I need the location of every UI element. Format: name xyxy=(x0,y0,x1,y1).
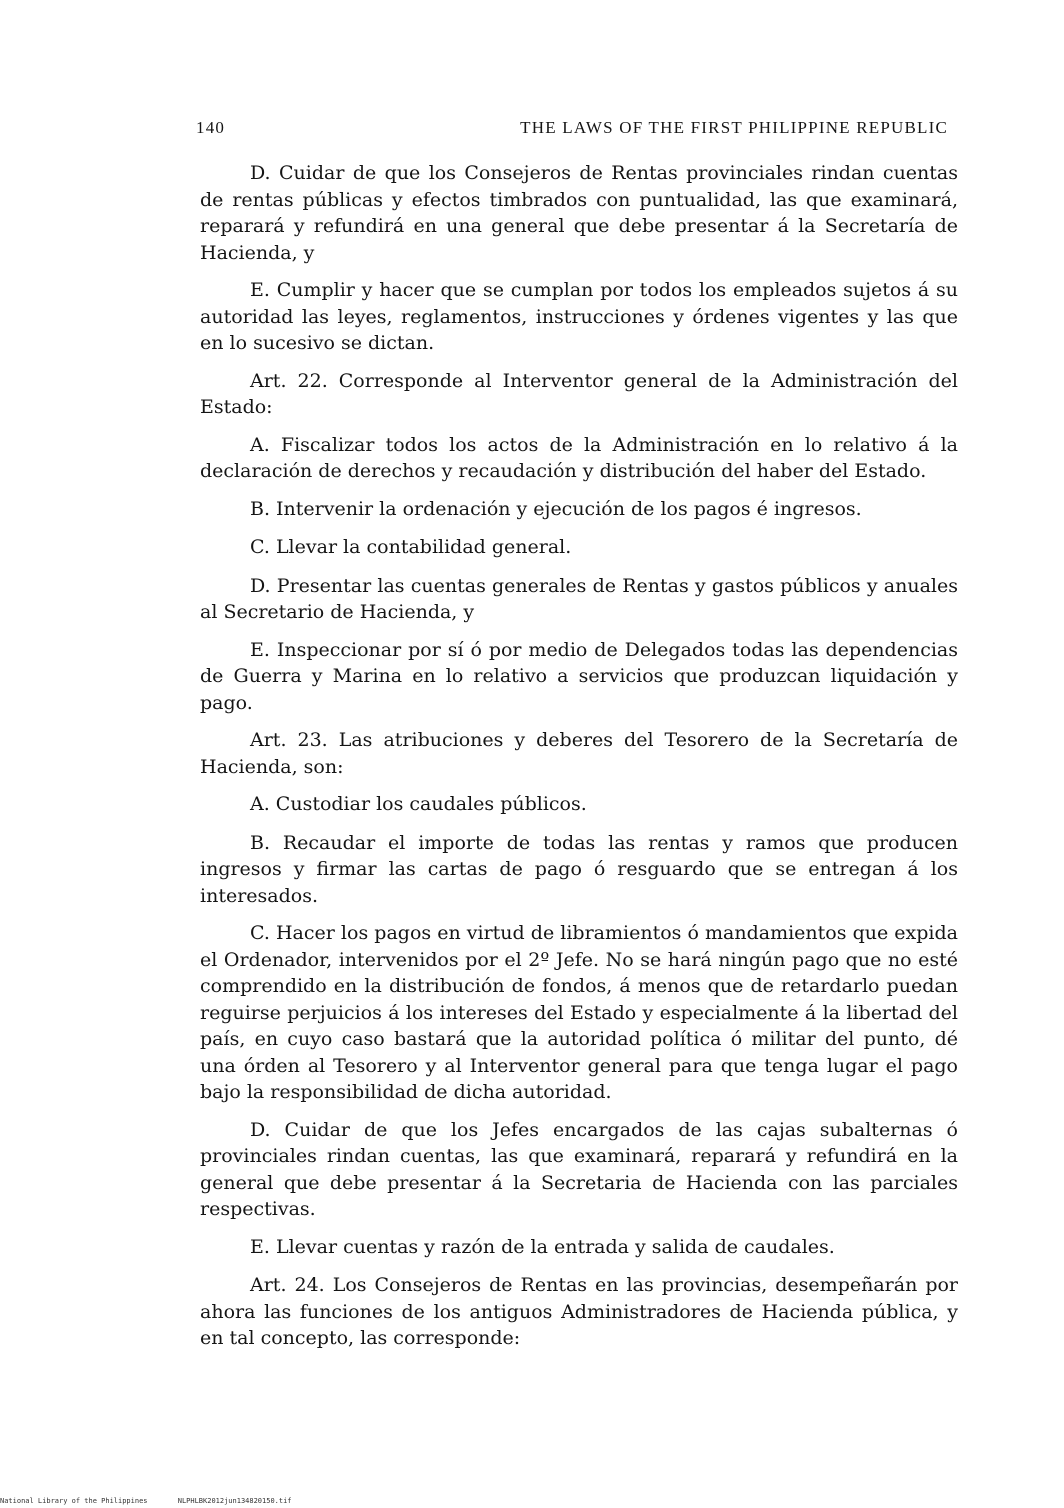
paragraph-art23-e: E. Llevar cuentas y razón de la entrada y salida de caudales. xyxy=(250,1235,835,1258)
paragraph-art22-a: A. Fiscalizar todos los actos de la Administración en lo relativo á la declaración de derechos y recaudación y distribución del haber del Estado. xyxy=(200,433,958,482)
paragraph-art23-b: B. Recaudar el importe de todas las rentas y ramos que producen ingresos y firmar las cartas de pago ó resguardo que se entregan á los interesados. xyxy=(200,831,958,907)
paragraph-art21-d: D. Cuidar de que los Consejeros de Rentas provinciales rindan cuentas de rentas públicas y efectos timbrados con puntualidad, las que examinará, reparará y refundirá en una general que debe presentar á la Secretaría de Hacienda, y xyxy=(200,162,958,264)
paragraph-art23-a: A. Custodiar los caudales públicos. xyxy=(250,793,587,815)
page-number: 140 xyxy=(196,118,226,137)
paragraph-art22-b: B. Intervenir la ordenación y ejecución de los pagos é ingresos. xyxy=(250,497,862,520)
paragraph-art23: Art. 23. Las atribuciones y deberes del Tesorero de la Secretaría de Hacienda, son: xyxy=(200,729,958,778)
paragraph-art22-e: E. Inspeccionar por sí ó por medio de Delegados todas las dependencias de Guerra y Marina en lo relativo a servicios que produzcan liquidación y pago. xyxy=(200,638,958,714)
paragraph-art22-d: D. Presentar las cuentas generales de Rentas y gastos públicos y anuales al Secretario de Hacienda, y xyxy=(200,574,958,623)
paragraph-art23-d: D. Cuidar de que los Jefes encargados de las cajas subalternas ó provinciales rindan cuentas, las que examinará, reparará y refundirá en la general que debe presentar á la Secretaria de Hacienda con las parciales respectivas. xyxy=(200,1118,958,1220)
running-title: THE LAWS OF THE FIRST PHILIPPINE REPUBLIC xyxy=(520,118,948,137)
page-body xyxy=(200,160,958,1363)
paragraph-art22: Art. 22. Corresponde al Interventor general de la Administración del Estado: xyxy=(200,369,958,418)
paragraph-art23-c: C. Hacer los pagos en virtud de libramientos ó mandamientos que expida el Ordenador, intervenidos por el 2º Jefe. No se hará ningún pago que no esté comprendido en la distribución de fondos, á menos que de retardarlo puedan reguirse perjuicios á los intereses del Estado y especialmente á la libertad del país, en cuyo caso bastará que la autoridad política ó militar del punto, dé una órden al Tesorero y al Interventor general para que tenga lugar el pago bajo la responsibilidad de dicha autoridad. xyxy=(200,922,958,1103)
paragraph-art22-c: C. Llevar la contabilidad general. xyxy=(250,536,572,558)
library-credit: National Library of the Philippines xyxy=(0,1497,148,1505)
file-identifier: NLPHLBK2012jun134820150.tif xyxy=(177,1497,292,1505)
paragraph-art24: Art. 24. Los Consejeros de Rentas en las provincias, desempeñarán por ahora las funciones de los antiguos Administradores de Hacienda pública, y en tal concepto, las corresponde: xyxy=(200,1274,958,1349)
paragraph-art21-e: E. Cumplir y hacer que se cumplan por todos los empleados sujetos á su autoridad las leyes, reglamentos, instrucciones y órdenes vigentes y las que en lo sucesivo se dictan. xyxy=(200,279,958,354)
page-header xyxy=(196,118,948,142)
scan-footer xyxy=(0,1497,600,1506)
